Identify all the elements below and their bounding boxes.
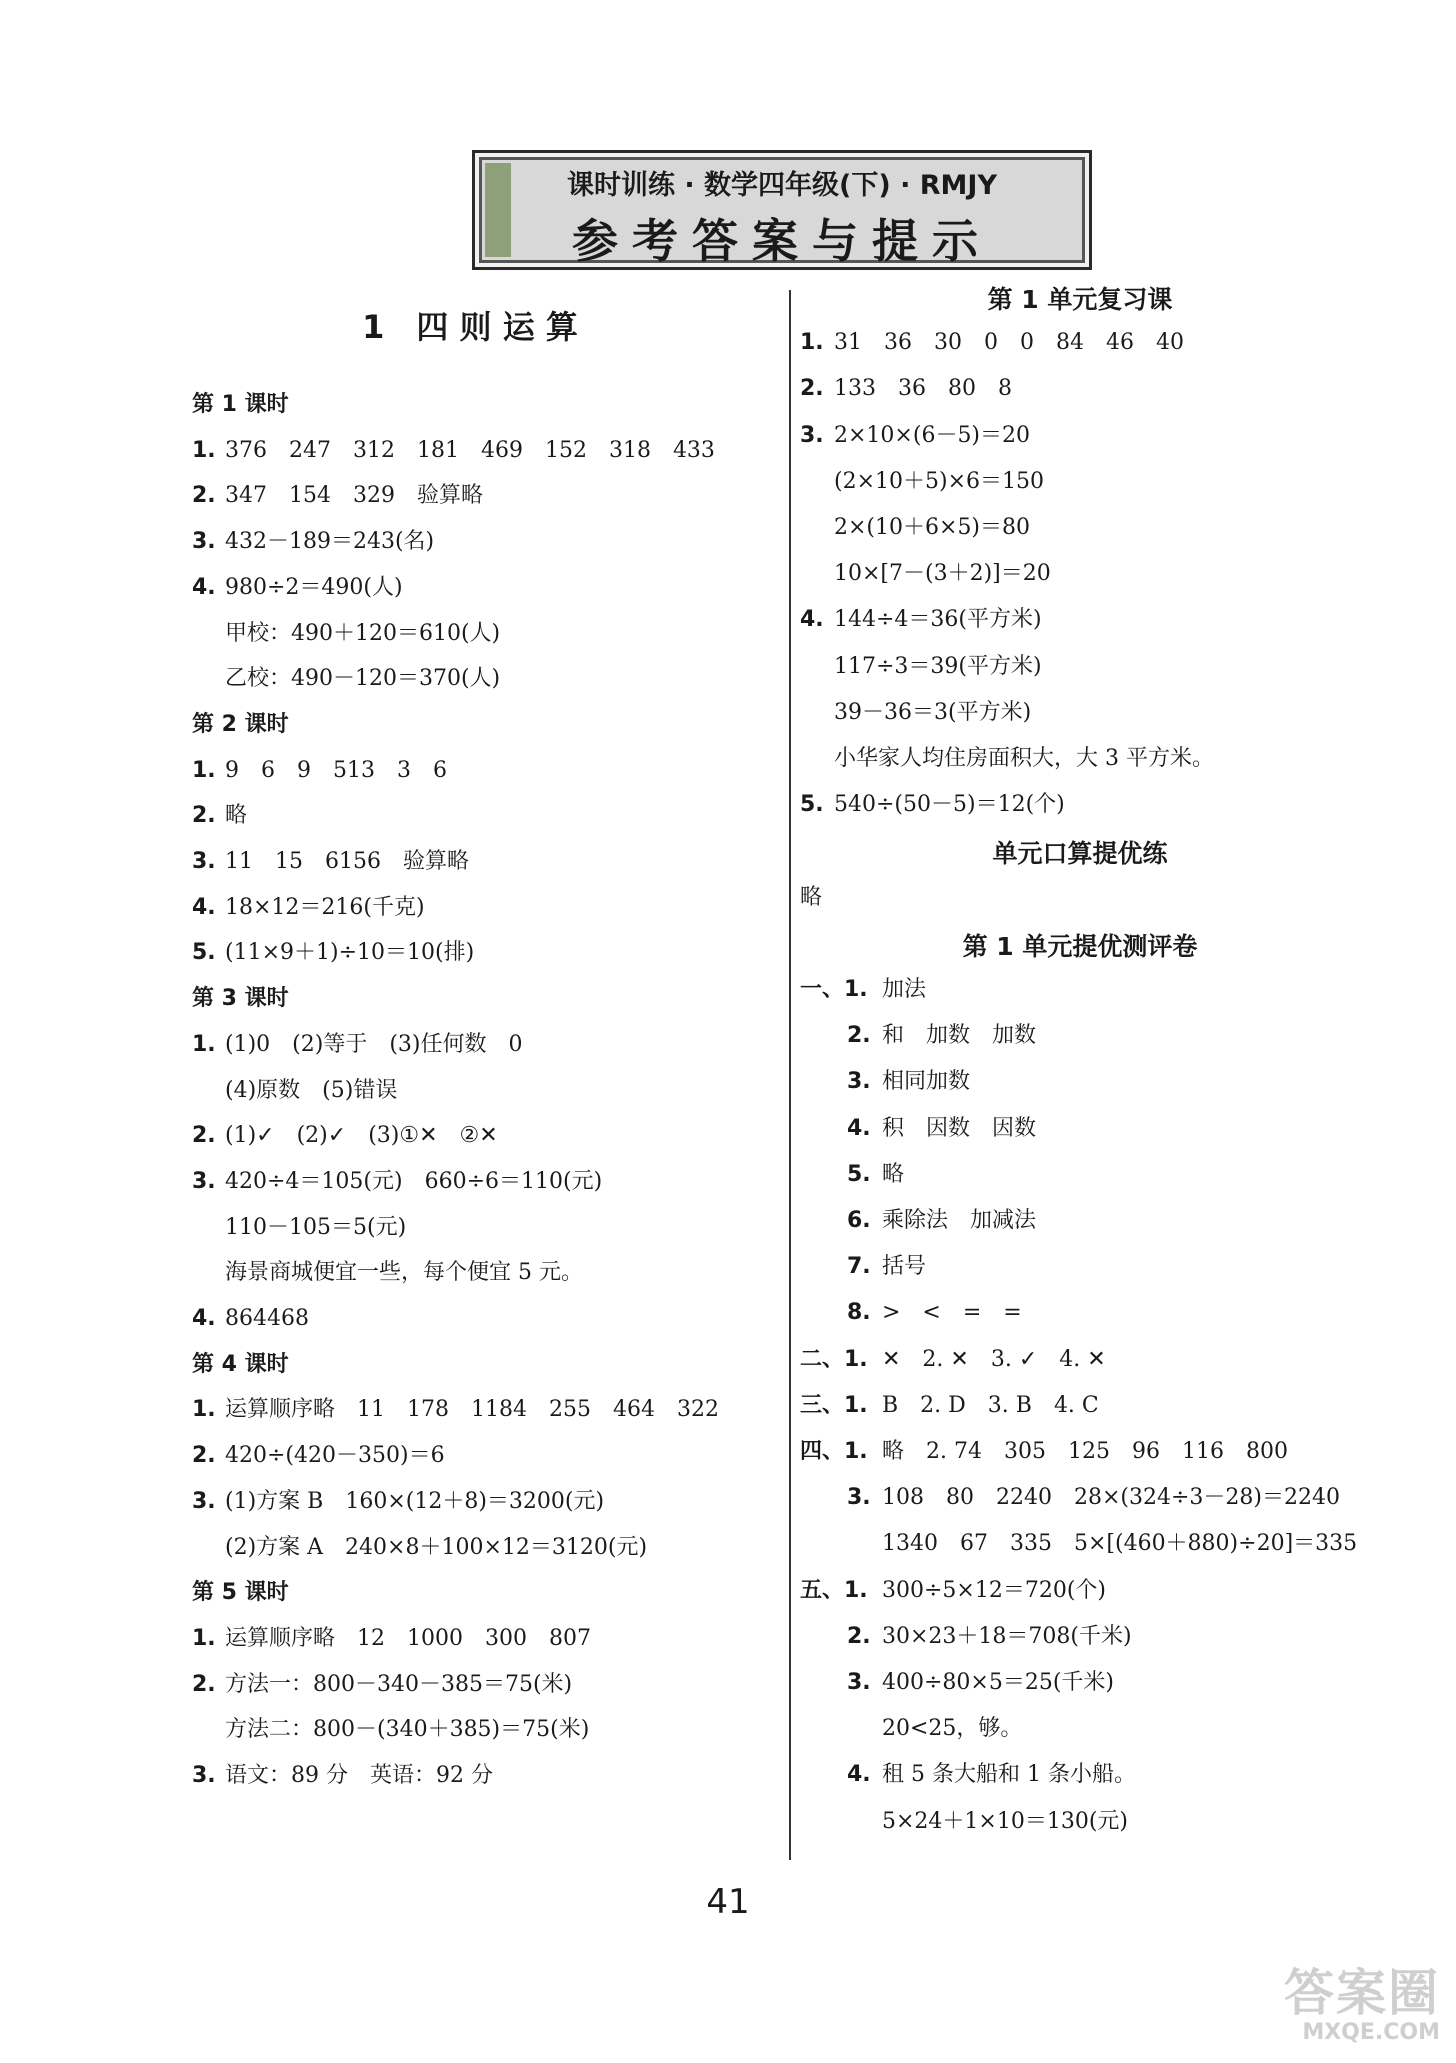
answer-text: 方法二：800－(340＋385)＝75(米) (225, 1717, 590, 1743)
chapter-title: 1 四 则 运 算 (362, 308, 578, 346)
answer-item (847, 1114, 1036, 1144)
answer-text: 积 因数 因数 (882, 1115, 1037, 1141)
column-divider (789, 290, 791, 1860)
answer-item (800, 1345, 1106, 1375)
answer-text: 117÷3＝39(平方米) (834, 653, 1042, 679)
answer-item (800, 1576, 1106, 1606)
answer-continuation (225, 619, 500, 649)
item-number: 5. (192, 940, 216, 966)
answer-item (192, 801, 247, 831)
answer-text: 和 加数 加数 (882, 1023, 1037, 1049)
answer-text: 540÷(50－5)＝12(个) (834, 792, 1065, 818)
answer-item (192, 573, 403, 603)
item-number: 2. (192, 483, 216, 509)
answer-item (847, 1622, 1132, 1652)
answer-item (800, 421, 1030, 451)
item-number: 1. (192, 1031, 216, 1057)
answer-text: 海景商城便宜一些，每个便宜 5 元。 (225, 1260, 583, 1286)
lesson-heading: 第 1 课时 (192, 392, 289, 417)
lesson-heading: 第 4 课时 (192, 1351, 289, 1377)
answer-text: 30×23＋18＝708(千米) (882, 1623, 1132, 1649)
item-number: 3. (847, 1485, 871, 1511)
watermark-logo-text: 答案圈 (1284, 1964, 1440, 2022)
item-number: 2. (800, 376, 824, 402)
section-heading: 第 1 单元复习课 (987, 285, 1173, 314)
answer-item (847, 1206, 1036, 1236)
answer-text: 11 15 6156 验算略 (225, 849, 469, 874)
header-banner (472, 150, 1092, 270)
item-number: 2. (847, 1023, 871, 1049)
answer-text: (11×9＋1)÷10＝10(排) (225, 940, 475, 966)
answer-item (192, 1167, 602, 1197)
answer-text: 加法 (882, 977, 927, 1002)
answer-item (192, 938, 474, 968)
answer-item (847, 1021, 1036, 1051)
answer-item (847, 1483, 1340, 1513)
item-number: 1. (192, 1397, 216, 1423)
section-number: 三、1. (800, 1392, 868, 1418)
answer-text: 18×12＝216(千克) (225, 894, 425, 920)
answer-text: > < = = (882, 1300, 1022, 1326)
answer-text: 略 2. 74 305 125 96 116 800 (882, 1439, 1288, 1464)
answer-text: 20<25，够。 (882, 1716, 1023, 1742)
answer-continuation (225, 1076, 397, 1106)
answer-item (834, 698, 1031, 728)
answer-text: (1)✓ (2)✓ (3)①✕ ②✕ (225, 1123, 498, 1149)
page-title: 参考答案与提示 (572, 214, 992, 268)
answer-item (800, 790, 1065, 820)
section-number: 五、1. (800, 1577, 868, 1603)
answer-text: 376 247 312 181 469 152 318 433 (225, 437, 715, 463)
item-number: 8. (847, 1300, 871, 1326)
answer-text: 347 154 329 验算略 (225, 483, 483, 509)
answer-text: 9 6 9 513 3 6 (225, 757, 447, 783)
answer-continuation (225, 1533, 647, 1563)
answer-text: B 2. D 3. B 4. C (882, 1392, 1099, 1418)
answer-item (800, 605, 1042, 635)
item-number: 1. (192, 757, 216, 783)
answer-text: (2×10＋5)×6＝150 (834, 468, 1045, 494)
answer-item (800, 1437, 1288, 1467)
answer-text: 110－105＝5(元) (225, 1214, 407, 1240)
answer-text: 语文：89 分 英语：92 分 (225, 1763, 493, 1788)
answer-text: 甲校：490＋120＝610(人) (225, 620, 501, 646)
lesson-heading: 第 2 课时 (192, 711, 289, 737)
answer-item (800, 883, 822, 913)
answer-item (192, 1304, 309, 1334)
page-number: 41 (706, 1882, 750, 1922)
answer-text: ✕ 2. ✕ 3. ✓ 4. ✕ (882, 1346, 1106, 1372)
answer-continuation (225, 1258, 583, 1288)
answer-text: 5×24＋1×10＝130(元) (882, 1808, 1129, 1834)
answer-item (834, 652, 1042, 682)
item-number: 5. (800, 792, 824, 818)
answer-text: 31 36 30 0 0 84 46 40 (834, 330, 1184, 356)
answer-item (847, 1298, 1022, 1328)
answer-text: 运算顺序略 11 178 1184 255 464 322 (225, 1397, 719, 1423)
item-number: 4. (847, 1762, 871, 1788)
lesson-heading: 第 5 课时 (192, 1580, 289, 1606)
section-number: 二、1. (800, 1346, 868, 1372)
answer-text: 方法一：800－340－385＝75(米) (225, 1671, 573, 1697)
answer-item (192, 1121, 498, 1151)
item-number: 6. (847, 1208, 871, 1233)
answer-item (192, 1395, 719, 1425)
item-number: 3. (192, 1763, 216, 1788)
answer-text: (4)原数 (5)错误 (225, 1077, 398, 1103)
item-number: 3. (847, 1069, 871, 1095)
answer-item (192, 1624, 591, 1654)
answer-text: 略 (800, 884, 823, 910)
item-number: 3. (847, 1670, 871, 1695)
answer-item (847, 1668, 1114, 1698)
answer-item (192, 1487, 604, 1517)
section-heading: 单元口算提优练 (992, 839, 1168, 869)
item-number: 3. (192, 1488, 216, 1514)
answer-text: 864468 (225, 1306, 309, 1331)
answer-item (882, 1807, 1128, 1837)
answer-text: 400÷80×5＝25(千米) (882, 1670, 1115, 1695)
item-number: 1. (192, 437, 216, 463)
answer-item (800, 328, 1184, 358)
item-number: 2. (192, 1671, 216, 1697)
answer-item (882, 1714, 1022, 1744)
item-number: 4. (800, 607, 824, 633)
answer-text: 432－189＝243(名) (225, 529, 435, 555)
answer-item (834, 513, 1030, 543)
answer-item (882, 1529, 1357, 1559)
item-number: 1. (192, 1625, 216, 1651)
answer-text: 300÷5×12＝720(个) (882, 1577, 1107, 1603)
answer-text: 略 (882, 1161, 905, 1187)
answer-item (847, 1252, 926, 1282)
answer-continuation (225, 1213, 406, 1243)
answer-text: 39－36＝3(平方米) (834, 699, 1032, 725)
item-number: 2. (192, 1443, 216, 1469)
section-heading: 第 1 单元提优测评卷 (962, 931, 1198, 961)
answer-text: 相同加数 (882, 1069, 971, 1095)
answer-item (192, 1761, 493, 1791)
answer-item (847, 1160, 904, 1190)
answer-text: 1340 67 335 5×[(460＋880)÷20]＝335 (882, 1531, 1358, 1557)
answer-item (800, 975, 926, 1005)
answer-item (192, 1670, 572, 1700)
answer-item (192, 1030, 522, 1060)
answer-text: (1)0 (2)等于 (3)任何数 0 (225, 1031, 523, 1057)
answer-item (834, 559, 1051, 589)
answer-text: 租 5 条大船和 1 条小船。 (882, 1762, 1136, 1788)
answer-item (192, 1441, 445, 1471)
answer-item (192, 527, 434, 557)
answer-item (834, 467, 1044, 497)
item-number: 3. (192, 529, 216, 555)
answer-text: 运算顺序略 12 1000 300 807 (225, 1625, 591, 1651)
item-number: 3. (800, 422, 824, 448)
answer-item (192, 436, 715, 466)
item-number: 4. (192, 574, 216, 600)
answer-text: 2×(10＋6×5)＝80 (834, 515, 1031, 540)
item-number: 2. (192, 803, 216, 829)
answer-item (192, 756, 447, 786)
answer-text: 乙校：490－120＝370(人) (225, 666, 501, 692)
book-subtitle: 课时训练 · 数学四年级(下) · RMJY (566, 170, 998, 201)
item-number: 4. (192, 1306, 216, 1331)
answer-item (847, 1067, 970, 1097)
section-number: 四、1. (800, 1439, 868, 1464)
watermark (1190, 1965, 1440, 2055)
answer-text: 144÷4＝36(平方米) (834, 607, 1042, 633)
answer-item (192, 893, 425, 923)
answer-text: 108 80 2240 28×(324÷3－28)＝2240 (882, 1485, 1340, 1511)
item-number: 4. (847, 1115, 871, 1141)
item-number: 2. (847, 1623, 871, 1649)
answer-continuation (225, 664, 500, 694)
item-number: 4. (192, 894, 216, 920)
lesson-heading: 第 3 课时 (192, 986, 289, 1012)
item-number: 5. (847, 1161, 871, 1187)
answer-text: 2×10×(6－5)＝20 (834, 422, 1031, 448)
answer-text: 略 (225, 803, 248, 829)
item-number: 2. (192, 1123, 216, 1149)
item-number: 7. (847, 1254, 871, 1280)
watermark-url: MXQE.COM (1302, 2020, 1440, 2045)
answer-item (847, 1760, 1136, 1790)
answer-item (192, 847, 469, 877)
answer-text: 420÷(420－350)＝6 (225, 1443, 445, 1469)
answer-text: 420÷4＝105(元) 660÷6＝110(元) (225, 1168, 603, 1194)
item-number: 1. (800, 330, 824, 356)
answer-text: 133 36 80 8 (834, 376, 1012, 402)
answer-item (800, 374, 1012, 404)
answer-text: 980÷2＝490(人) (225, 574, 403, 600)
answer-text: (1)方案 B 160×(12＋8)＝3200(元) (225, 1488, 605, 1514)
section-number: 一、1. (800, 977, 868, 1002)
answer-text: 括号 (882, 1254, 927, 1280)
answer-continuation (225, 1715, 589, 1745)
item-number: 3. (192, 849, 216, 874)
answer-item (834, 744, 1214, 774)
answer-text: (2)方案 A 240×8＋100×12＝3120(元) (225, 1534, 648, 1560)
item-number: 3. (192, 1168, 216, 1194)
answer-item (800, 1391, 1099, 1421)
answer-text: 小华家人均住房面积大，大 3 平方米。 (834, 746, 1214, 771)
answer-text: 10×[7－(3＋2)]＝20 (834, 561, 1051, 587)
answer-item (192, 481, 483, 511)
answer-text: 乘除法 加减法 (882, 1208, 1037, 1233)
